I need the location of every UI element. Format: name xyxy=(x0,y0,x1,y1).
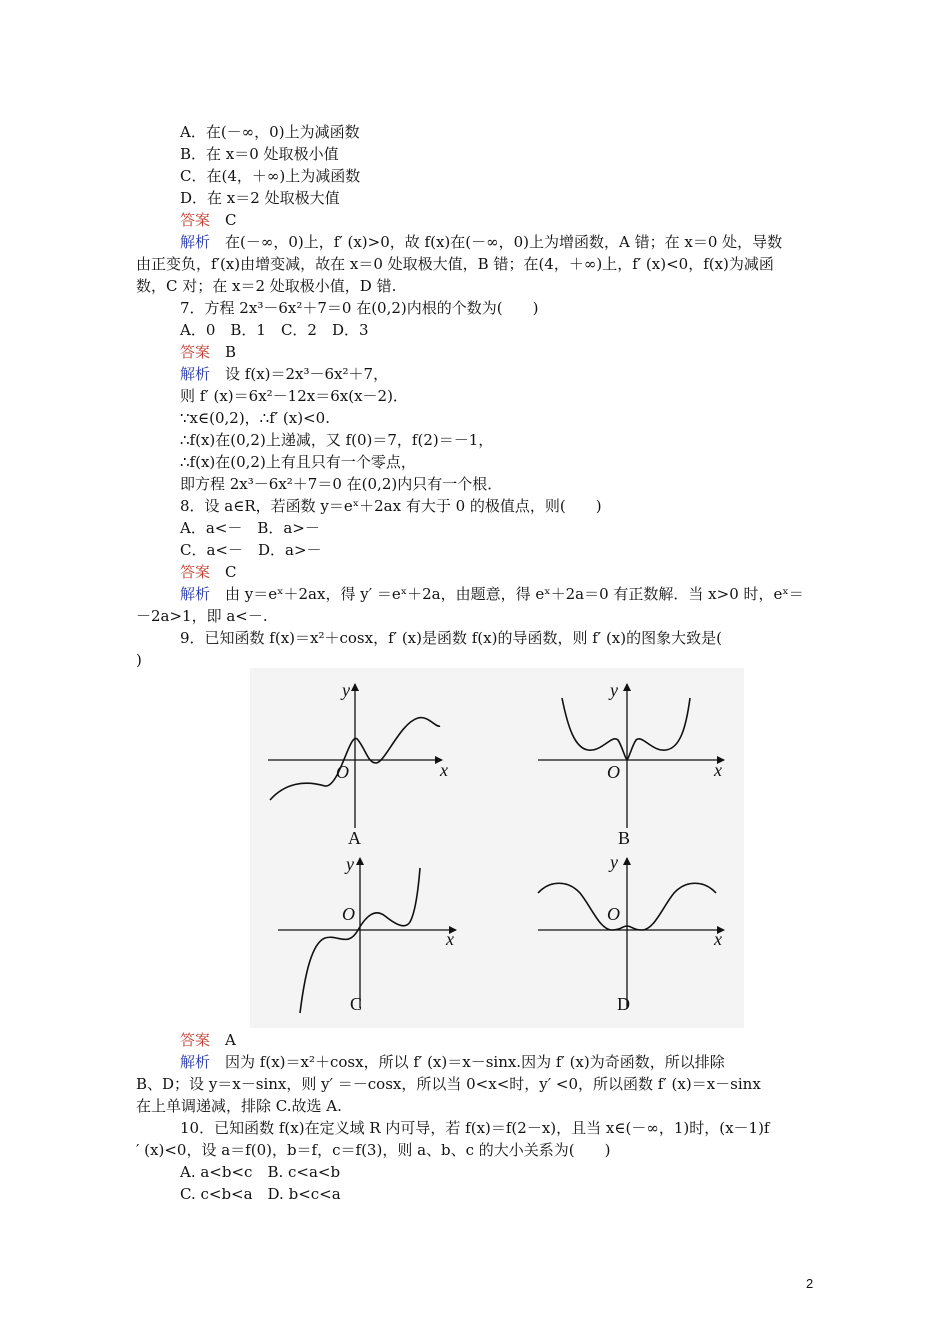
axis-y-label: y xyxy=(610,680,618,700)
q7-step-3: ∴f(x)在(0,2)上递减，又 f(0)＝7，f(2)＝－1， xyxy=(180,431,494,449)
q8-options-cd: C．a<－ D．a>－ xyxy=(180,541,322,559)
panel-label: D xyxy=(617,994,630,1014)
q10-stem-line2: ′ (x)<0，设 a＝f(0)，b＝f，c＝f(3)，则 a、b、c 的大小关系为( ) xyxy=(136,1141,611,1159)
q10-stem: 10．已知函数 f(x)在定义域 R 内可导，若 f(x)＝f(2－x)，且当 x∈(－∞，1)时，(x－1)f xyxy=(180,1119,770,1137)
q7-explanation: 解析 设 f(x)＝2x³－6x²＋7， xyxy=(180,365,389,383)
q10-options-cd: C. c<b<a D. b<c<a xyxy=(180,1185,341,1203)
q9-figure xyxy=(250,668,744,1028)
q6-option-b: B．在 x＝0 处取极小值 xyxy=(180,145,339,163)
origin-label: O xyxy=(342,904,355,924)
q9-explanation-line2: B、D；设 y＝x－sinx，则 y′ ＝－cosx，所以当 0<x<时，y′ <0，所以函数 f′ (x)＝x－sinx xyxy=(136,1075,761,1093)
page-number: 2 xyxy=(806,1276,814,1291)
q6-option-d: D．在 x＝2 处取极大值 xyxy=(180,189,340,207)
answer-tag: 答案 xyxy=(180,563,211,581)
q6-option-c: C．在(4，＋∞)上为减函数 xyxy=(180,167,361,185)
q9-stem: 9．已知函数 f(x)＝x²＋cosx，f′ (x)是函数 f(x)的导函数，则 f′ (x)的图象大致是( xyxy=(180,629,722,647)
q6-explanation-line2: 由正变负，f′(x)由增变减，故在 x＝0 处取极大值，B 错；在(4，＋∞)上，f′ (x)<0，f(x)为减函 xyxy=(136,255,774,273)
panel-label: A xyxy=(348,828,361,848)
q6-explanation: 解析 在(－∞，0)上，f′ (x)>0，故 f(x)在(－∞，0)上为增函数，A 错；在 x＝0 处，导数 xyxy=(180,233,783,251)
axis-y-label: y xyxy=(342,680,350,700)
graph-options-svg xyxy=(250,668,744,1028)
q6-answer: 答案 C xyxy=(180,211,237,229)
q7-step-4: ∴f(x)在(0,2)上有且只有一个零点， xyxy=(180,453,416,471)
explain-tag: 解析 xyxy=(180,365,211,383)
explain-tag: 解析 xyxy=(180,585,211,603)
explain-tag: 解析 xyxy=(180,233,211,251)
axis-y-label: y xyxy=(610,852,618,872)
q9-explanation-line3: 在上单调递减，排除 C.故选 A. xyxy=(136,1097,342,1115)
q7-answer: 答案 B xyxy=(180,343,237,361)
q8-options-ab: A．a<－ B．a>－ xyxy=(180,519,320,537)
answer-tag: 答案 xyxy=(180,343,211,361)
graph-a xyxy=(268,680,448,848)
q9-explanation: 解析 因为 f(x)＝x²＋cosx，所以 f′ (x)＝x－sinx.因为 f′ (x)为奇函数，所以排除 xyxy=(180,1053,725,1071)
q7-step-5: 即方程 2x³－6x²＋7＝0 在(0,2)内只有一个根． xyxy=(180,475,503,493)
axis-x-label: x xyxy=(440,760,448,780)
panel-label: B xyxy=(618,828,631,848)
q8-answer: 答案 C xyxy=(180,563,237,581)
axis-x-label: x xyxy=(714,760,722,780)
q8-stem: 8．设 a∈R，若函数 y＝eˣ＋2ax 有大于 0 的极值点，则( ) xyxy=(180,497,602,515)
q8-explanation: 解析 由 y＝eˣ＋2ax，得 y′ ＝eˣ＋2a，由题意，得 eˣ＋2a＝0 有正数解．当 x>0 时，eˣ＝ xyxy=(180,585,804,603)
graph-d xyxy=(538,852,724,1014)
answer-tag: 答案 xyxy=(180,1031,211,1049)
q8-explanation-line2: －2a>1，即 a<－. xyxy=(136,607,268,625)
q7-options: A．0 B．1 C．2 D．3 xyxy=(180,321,369,339)
axis-y-label: y xyxy=(346,854,354,874)
q6-option-a: A．在(－∞，0)上为减函数 xyxy=(180,123,360,141)
axis-x-label: x xyxy=(446,929,454,949)
q7-step-1: 则 f′ (x)＝6x²－12x＝6x(x－2)． xyxy=(180,387,408,405)
answer-tag: 答案 xyxy=(180,211,211,229)
graph-c xyxy=(278,854,456,1014)
q7-step-2: ∵x∈(0,2)，∴f′ (x)<0. xyxy=(180,409,330,427)
q9-answer: 答案 A xyxy=(180,1031,236,1049)
q9-stem-line2: ) xyxy=(136,651,142,669)
origin-label: O xyxy=(607,904,620,924)
panel-label: C xyxy=(350,994,363,1014)
explain-tag: 解析 xyxy=(180,1053,211,1071)
q6-explanation-line3: 数，C 对；在 x＝2 处取极小值，D 错. xyxy=(136,277,397,295)
q10-options-ab: A. a<b<c B. c<a<b xyxy=(180,1163,341,1181)
origin-label: O xyxy=(607,762,620,782)
q7-stem: 7．方程 2x³－6x²＋7＝0 在(0,2)内根的个数为( ) xyxy=(180,299,539,317)
origin-label: O xyxy=(336,762,349,782)
graph-b xyxy=(538,680,724,848)
axis-x-label: x xyxy=(714,929,722,949)
